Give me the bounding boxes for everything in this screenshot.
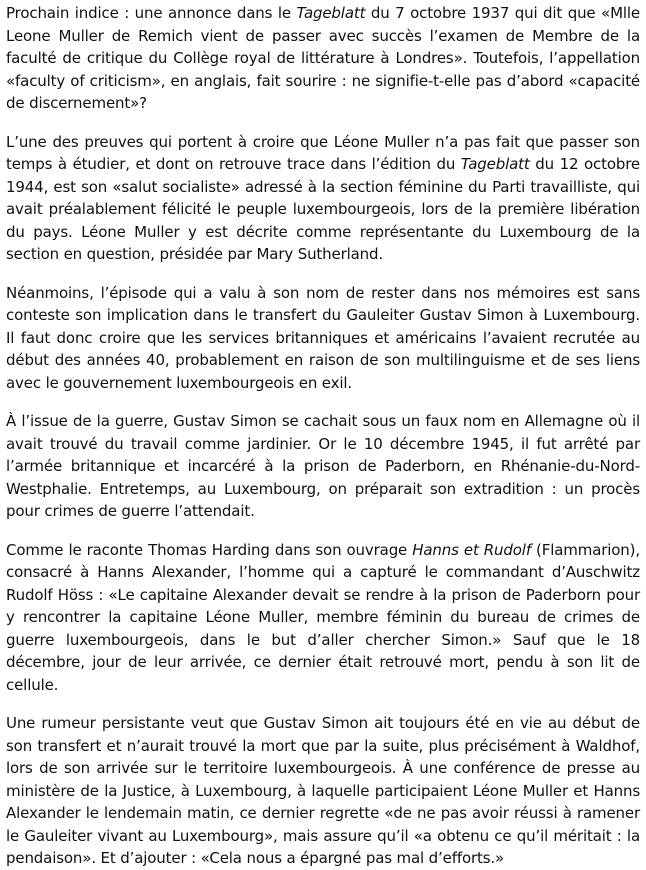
- newspaper-title: Tageblatt: [460, 155, 530, 173]
- paragraph-text: du 12 octobre 1944, est son «salut socialiste» adressé à la section féminine du Parti travailliste, qui avait préalablement félicité le peuple luxembourgeois, lors de la première libération du pays. Léone Muller y est décrite comme représentante du Luxembourg de la section en question, présidée par Mary Sutherland.: [6, 155, 641, 263]
- paragraph-tageblatt-1937: [6, 2, 640, 115]
- paragraph-salut-socialiste: [6, 131, 640, 266]
- paragraph-issue-guerre: [6, 410, 640, 523]
- paragraph-text: (Flammarion), consacré à Hanns Alexander, l’homme qui a capturé le commandant d’Auschwitz Rudolf Höss : «Le capitaine Alexander devait se rendre à la prison de Paderborn pour y rencontrer la capitaine Léone Muller, membre féminin du bureau de crimes de guerre luxembourgeois, dans le but d’aller chercher Simon.» Sauf que le 18 décembre, jour de leur arrivée, ce dernier était retrouvé mort, pendu à son lit de cellule.: [6, 540, 640, 694]
- paragraph-text: Néanmoins, l’épisode qui a valu à son nom de rester dans nos mémoires est sans conteste son implication dans le transfert du Gauleiter Gustav Simon à Luxembourg. Il faut donc croire que les services britanniques et américains l’avaient recrutée au début des années 40, probablement en raison de son multilinguisme et de ses liens avec le gouvernement luxembourgeois en exil.: [6, 283, 640, 392]
- paragraph-text: Comme le raconte Thomas Harding dans son ouvrage: [6, 540, 413, 559]
- newspaper-title: Tageblatt: [296, 4, 366, 22]
- book-title: Hanns et Rudolf: [412, 540, 531, 559]
- paragraph-transfert-gauleiter: [6, 282, 640, 395]
- paragraph-text: À l’issue de la guerre, Gustav Simon se cachait sous un faux nom en Allemagne où il avait trouvé du travail comme jardinier. Or le 10 décembre 1945, il fut arrêté par l’armée britannique et incarcéré à la prison de Paderborn, en Rhénanie-du-Nord-Westphalie. Entretemps, au Luxembourg, on préparait son extradition : un procès pour crimes de guerre l’attendait.: [6, 412, 640, 520]
- paragraph-text: Prochain indice : une annonce dans le: [6, 4, 297, 22]
- paragraph-harding-quote: [6, 539, 640, 697]
- paragraph-rumeur: [6, 712, 640, 870]
- paragraph-text: du 7 octobre 1937 qui dit que «Mlle Leone Muller de Remich vient de passer avec succès l’examen de Membre de la faculté de critique du Collège royal de littérature à Londres». Toutefois, l’appellation «faculty of criticism», en anglais, fait sourire : ne signifie-t-elle pas d’abord «capacité de discernement»?: [6, 4, 640, 112]
- paragraph-text: L’une des preuves qui portent à croire que Léone Muller n’a pas fait que passer son temps à étudier, et dont on retrouve trace dans l’édition du: [6, 132, 640, 173]
- paragraph-text: Une rumeur persistante veut que Gustav Simon ait toujours été en vie au début de son transfert et n’aurait trouvé la mort que par la suite, plus précisément à Waldhof, lors de son arrivée sur le territoire luxembourgeois. À une conférence de presse au ministère de la Justice, à Luxembourg, à laquelle participaient Léone Muller et Hanns Alexander le lendemain matin, ce dernier regrette «de ne pas avoir réussi à ramener le Gauleiter vivant au Luxembourg», mais assure qu’il «a obtenu ce qu’il méritait : la pendaison». Et d’ajouter : «Cela nous a épargné pas mal d’efforts.»: [6, 714, 640, 867]
